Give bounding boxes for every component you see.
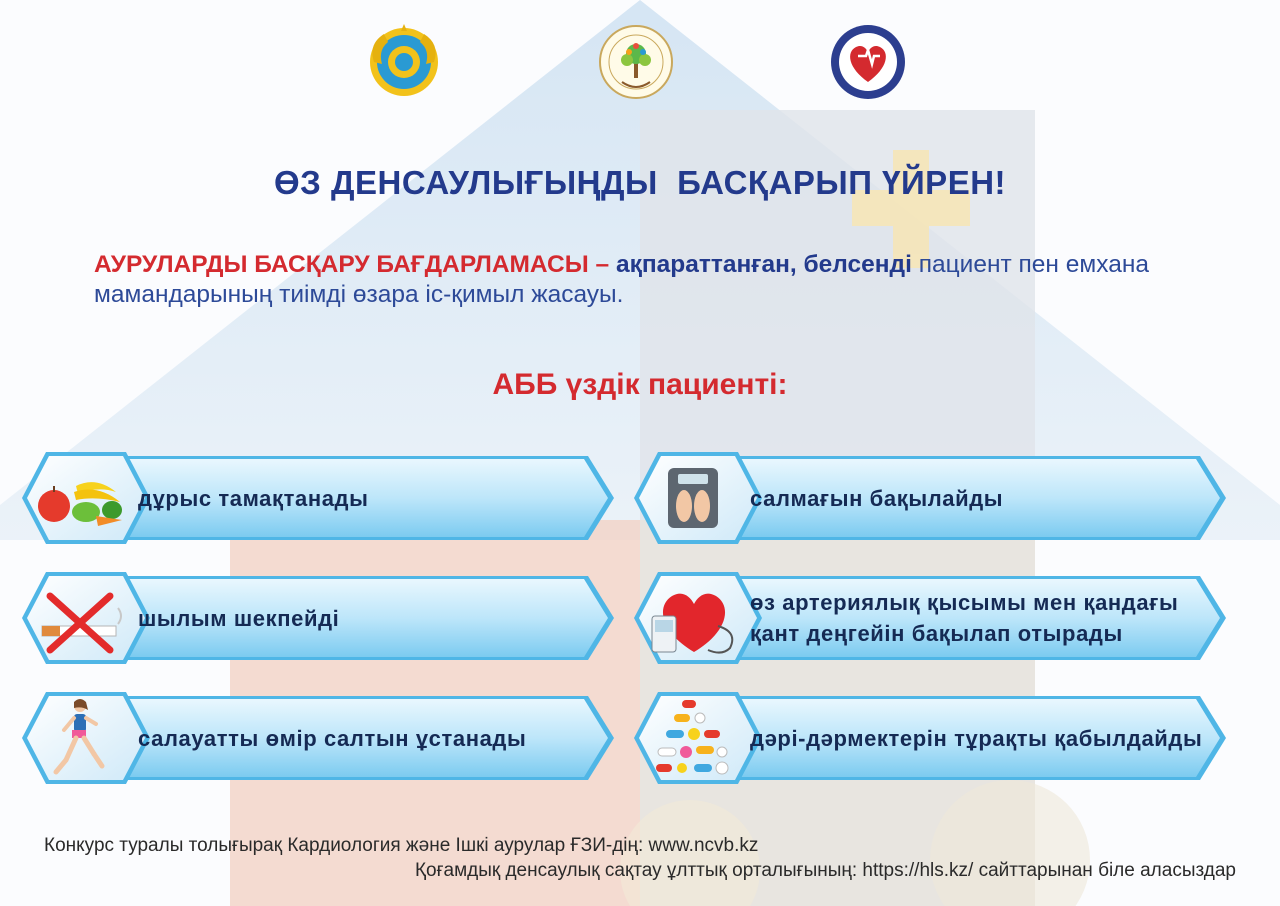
- card-blood-pressure: [628, 570, 1228, 666]
- footer-line-2: Қоғамдық денсаулық сақтау ұлттық орталығының: https://hls.kz/ сайттарынан біле аласыздар: [414, 860, 1236, 881]
- kazakhstan-emblem-icon: [364, 22, 444, 102]
- program-description: [94, 250, 1214, 310]
- section-subtitle: АББ үздік пациенті:: [492, 368, 788, 401]
- card-label: шылым шекпейді: [138, 605, 340, 631]
- fruits-vegetables-icon: [26, 456, 134, 540]
- card-healthy-eating: [16, 450, 616, 546]
- card-label: дәрі-дәрмектерін тұрақты қабылдайды: [750, 725, 1203, 751]
- page-title: ӨЗ ДЕНСАУЛЫҒЫҢДЫ БАСҚАРЫП ҮЙРЕН!: [273, 164, 1007, 201]
- cardiology-institute-logo: [828, 22, 908, 102]
- program-bold-text: ақпараттанған, белсенді: [615, 251, 912, 278]
- card-medication: [628, 690, 1228, 786]
- program-rest-text: пациент пен емхана мамандарының тиімді өзара іс-қимыл жасауы.: [94, 251, 1149, 308]
- card-label: салмағын бақылайды: [750, 485, 1004, 511]
- pills-icon: [638, 696, 746, 780]
- heart-blood-pressure-icon: [638, 576, 746, 660]
- program-name: АУРУЛАРДЫ БАСҚАРУ БАҒДАРЛАМАСЫ: [94, 251, 589, 278]
- card-healthy-lifestyle: [16, 690, 616, 786]
- footer-line-1: Конкурс туралы толығырақ Кардиология және Ішкі аурулар ҒЗИ-дің: www.ncvb.kz: [44, 835, 759, 856]
- program-dash: –: [588, 251, 616, 278]
- no-smoking-icon: [26, 576, 134, 660]
- running-woman-icon: [26, 696, 134, 780]
- national-public-health-center-logo: [596, 22, 676, 102]
- weight-scale-icon: [638, 456, 746, 540]
- card-no-smoking: [16, 570, 616, 666]
- card-weight-control: [628, 450, 1228, 546]
- card-label: өз артериялық қысымы мен қандағы қант деңгейін бақылап отырады: [750, 590, 1179, 646]
- card-label: салауатты өмір салтын ұстанады: [138, 725, 527, 751]
- card-label: дұрыс тамақтанады: [138, 485, 369, 511]
